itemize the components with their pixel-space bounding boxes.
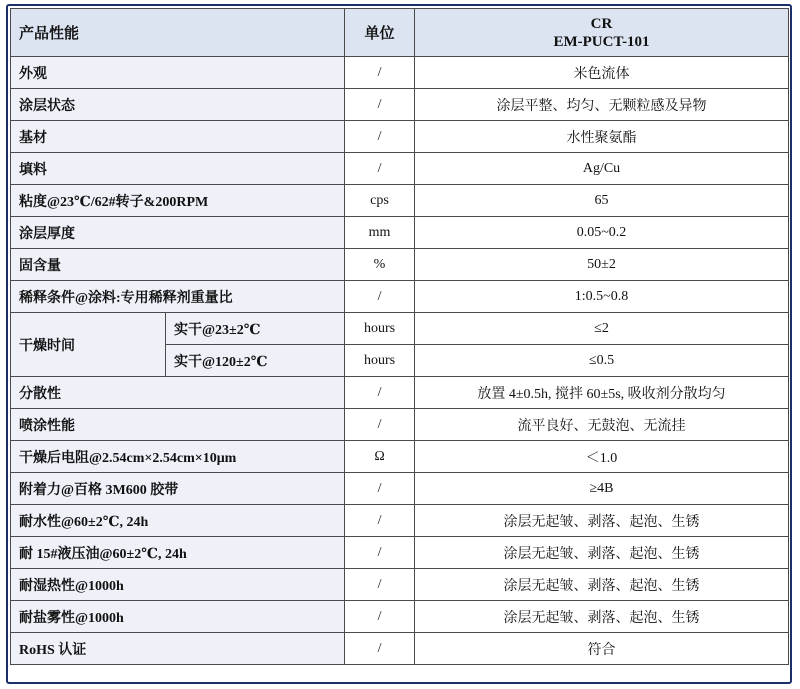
- row-unit: /: [345, 377, 415, 409]
- row-unit: /: [345, 569, 415, 601]
- product-spec-table: [10, 8, 789, 665]
- row-value: 涂层无起皱、剥落、起泡、生锈: [415, 505, 789, 537]
- row-value: 涂层无起皱、剥落、起泡、生锈: [415, 537, 789, 569]
- row-property: 填料: [11, 153, 345, 185]
- row-property: 稀释条件@涂料:专用稀释剂重量比: [11, 281, 345, 313]
- row-property: 耐水性@60±2℃, 24h: [11, 505, 345, 537]
- row-unit: /: [345, 633, 415, 665]
- row-property: 耐盐雾性@1000h: [11, 601, 345, 633]
- table-row: [11, 185, 789, 217]
- row-property: 基材: [11, 121, 345, 153]
- drying-sub-label: 实干@23±2℃: [166, 313, 345, 345]
- row-property: 附着力@百格 3M600 胶带: [11, 473, 345, 505]
- row-value: 涂层无起皱、剥落、起泡、生锈: [415, 601, 789, 633]
- drying-property: 干燥时间: [11, 313, 166, 377]
- header-property: 产品性能: [11, 9, 345, 57]
- table-row: [11, 377, 789, 409]
- row-unit: /: [345, 537, 415, 569]
- row-unit: %: [345, 249, 415, 281]
- table-row: [11, 473, 789, 505]
- table-row: [11, 441, 789, 473]
- header-model-line1: CR: [590, 15, 613, 32]
- table-row: [11, 601, 789, 633]
- row-value: 水性聚氨酯: [415, 121, 789, 153]
- header-model: [415, 9, 789, 57]
- header-model-line2: EM-PUCT-101: [553, 33, 650, 50]
- row-property: 喷涂性能: [11, 409, 345, 441]
- row-unit: Ω: [345, 441, 415, 473]
- table-row: [11, 249, 789, 281]
- drying-sub-unit: hours: [345, 345, 415, 377]
- table-row: [11, 89, 789, 121]
- row-value: 0.05~0.2: [415, 217, 789, 249]
- row-unit: cps: [345, 185, 415, 217]
- drying-sub-label: 实干@120±2℃: [166, 345, 345, 377]
- row-value: 符合: [415, 633, 789, 665]
- row-unit: /: [345, 473, 415, 505]
- row-property: 分散性: [11, 377, 345, 409]
- row-property: 涂层状态: [11, 89, 345, 121]
- row-unit: /: [345, 57, 415, 89]
- row-value: 放置 4±0.5h, 搅拌 60±5s, 吸收剂分散均匀: [415, 377, 789, 409]
- row-property: 耐 15#液压油@60±2℃, 24h: [11, 537, 345, 569]
- row-unit: mm: [345, 217, 415, 249]
- table-row: [11, 633, 789, 665]
- row-value: Ag/Cu: [415, 153, 789, 185]
- row-unit: /: [345, 601, 415, 633]
- row-unit: /: [345, 89, 415, 121]
- header-row: [11, 9, 789, 57]
- row-value: 50±2: [415, 249, 789, 281]
- header-unit: 单位: [345, 9, 415, 57]
- row-unit: /: [345, 505, 415, 537]
- table-row: [11, 569, 789, 601]
- table-row: [11, 505, 789, 537]
- row-value: 1:0.5~0.8: [415, 281, 789, 313]
- table-row: [11, 57, 789, 89]
- row-value: 65: [415, 185, 789, 217]
- table-row: [11, 217, 789, 249]
- row-unit: /: [345, 409, 415, 441]
- row-value: ≥4B: [415, 473, 789, 505]
- row-unit: /: [345, 121, 415, 153]
- table-row: [11, 153, 789, 185]
- row-property: 耐湿热性@1000h: [11, 569, 345, 601]
- row-property: 固含量: [11, 249, 345, 281]
- row-value: 涂层平整、均匀、无颗粒感及异物: [415, 89, 789, 121]
- table-row: [11, 409, 789, 441]
- row-unit: /: [345, 281, 415, 313]
- table-row: [11, 537, 789, 569]
- row-property: 粘度@23℃/62#转子&200RPM: [11, 185, 345, 217]
- drying-sub-unit: hours: [345, 313, 415, 345]
- row-value: 涂层无起皱、剥落、起泡、生锈: [415, 569, 789, 601]
- row-property: 外观: [11, 57, 345, 89]
- row-value: 流平良好、无鼓泡、无流挂: [415, 409, 789, 441]
- table-row: [11, 281, 789, 313]
- drying-sub-value: ≤0.5: [415, 345, 789, 377]
- row-property: RoHS 认证: [11, 633, 345, 665]
- table-row-drying-1: [11, 313, 789, 345]
- row-property: 涂层厚度: [11, 217, 345, 249]
- drying-sub-value: ≤2: [415, 313, 789, 345]
- row-value: ＜1.0: [415, 441, 789, 473]
- row-property: 干燥后电阻@2.54cm×2.54cm×10μm: [11, 441, 345, 473]
- row-unit: /: [345, 153, 415, 185]
- table-row: [11, 121, 789, 153]
- row-value: 米色流体: [415, 57, 789, 89]
